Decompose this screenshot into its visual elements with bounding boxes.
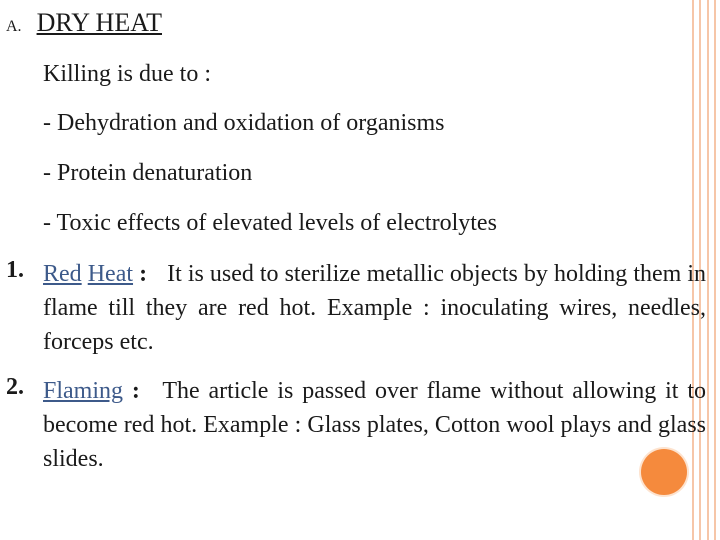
term-heat: Heat xyxy=(87,261,134,287)
numbered-item-red-heat xyxy=(6,257,706,359)
section-header xyxy=(6,8,162,38)
term-flaming: Flaming xyxy=(43,378,124,404)
item-body xyxy=(43,374,706,476)
term-colon: : xyxy=(131,378,140,404)
orange-circle-decoration xyxy=(641,449,687,495)
item-body xyxy=(43,257,706,359)
section-marker: A. xyxy=(6,18,22,35)
section-heading: DRY HEAT xyxy=(36,8,162,37)
slide-border-line xyxy=(707,0,709,540)
bullet-item: - Toxic effects of elevated levels of electrolytes xyxy=(43,210,497,236)
bullet-item: - Protein denaturation xyxy=(43,160,253,186)
term-red: Red xyxy=(43,261,82,287)
bullet-item: - Dehydration and oxidation of organisms xyxy=(43,110,445,136)
item-number: 2. xyxy=(6,374,24,400)
intro-text: Killing is due to : xyxy=(43,61,211,87)
numbered-item-flaming xyxy=(6,374,706,476)
term-colon: : xyxy=(139,261,148,287)
slide-border-line xyxy=(714,0,716,540)
item-description: The article is passed over flame without allowing it to become red hot. Example : Glass plates, Cotton wool plays and glass slides. xyxy=(43,378,706,472)
item-number: 1. xyxy=(6,257,24,283)
item-description: It is used to sterilize metallic objects by holding them in flame till they are red hot. Example : inoculating wires, needles, forceps etc. xyxy=(43,261,707,355)
